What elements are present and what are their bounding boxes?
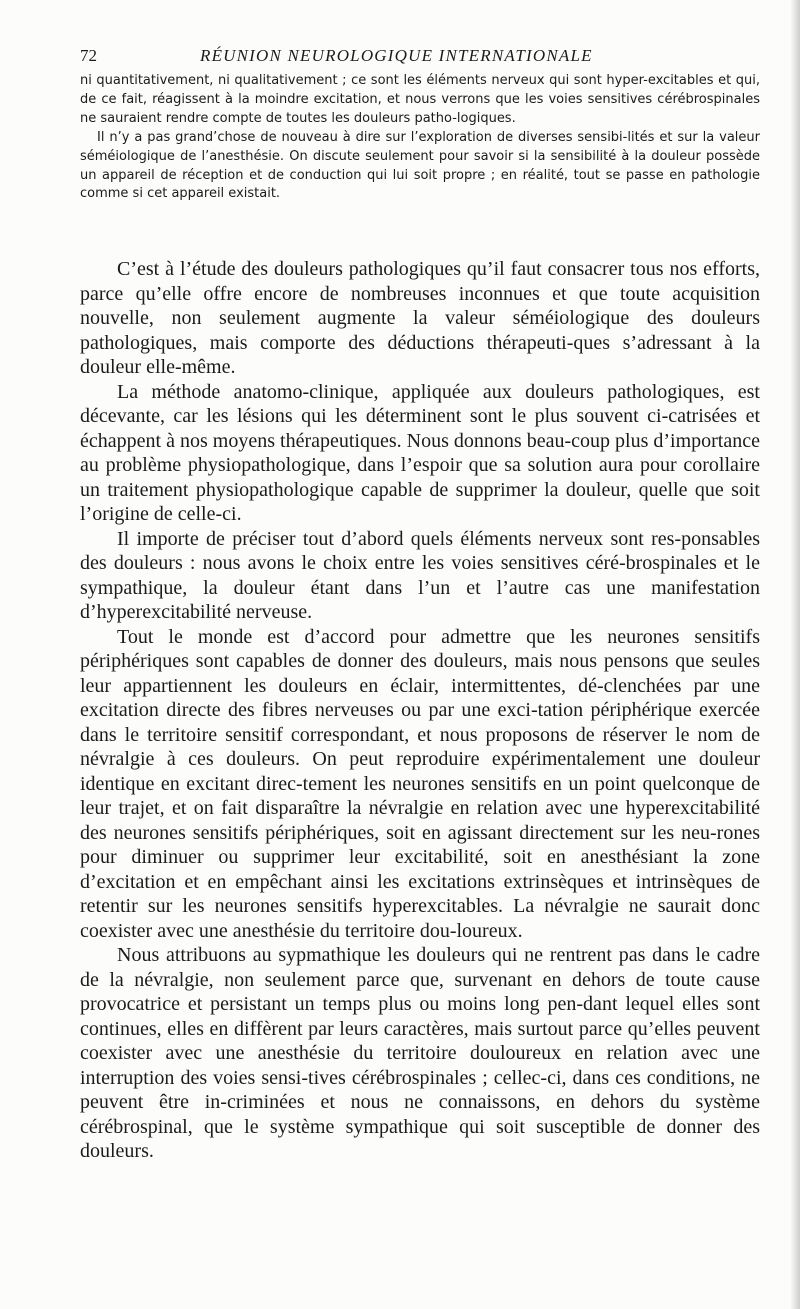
- small-print-section: [80, 72, 760, 204]
- small-paragraph: ni quantitativement, ni qualitativement ; ce sont les éléments nerveux qui sont hyper-excitables et qui, de ce fait, réagissent à la moindre excitation, et nous verrons que les voies sensitives cérébrospinales ne sauraient rendre compte de toutes les douleurs patho-logiques.: [80, 73, 760, 126]
- page-edge-shadow: [790, 0, 800, 1309]
- small-paragraph: Il n’y a pas grand’chose de nouveau à dire sur l’exploration de diverses sensibi-lités et sur la valeur séméiologique de l’anesthésie. On discute seulement pour savoir si la sensibilité à la douleur possède un appareil de réception et de conduction qui lui soit propre ; en réalité, tout se passe en pathologie comme si cet appareil existait.: [80, 129, 760, 202]
- body-paragraph: Tout le monde est d’accord pour admettre que les neurones sensitifs périphériques sont capables de donner des douleurs, mais nous pensons que seules leur appartiennent les douleurs en éclair, intermittentes, dé-clenchées par une excitation directe des fibres nerveuses ou par une exci-tation périphérique exercée dans le territoire sensitif correspondant, et nous proposons de réserver le nom de névralgie à ces douleurs. On peut reproduire expérimentalement une douleur identique en excitant direc-tement les neurones sensitifs en un point quelconque de leur trajet, et on fait disparaître la névralgie en relation avec une hyperexcitabilité des neurones sensitifs périphériques, soit en agissant directement sur les neu-rones pour diminuer ou supprimer leur excitabilité, soit en anesthésiant la zone d’excitation et en empêchant ainsi les excitations extrinsèques et intrinsèques de retentir sur les neurones sensitifs hyperexcitables. La névralgie ne saurait donc coexister avec une anesthésie du territoire dou-loureux.: [80, 625, 760, 942]
- body-paragraph: Il importe de préciser tout d’abord quels éléments nerveux sont res-ponsables des douleurs : nous avons le choix entre les voies sensitives céré-brospinales et le sympathique, la douleur étant dans l’un et l’autre cas une manifestation d’hyperexcitabilité nerveuse.: [80, 527, 760, 623]
- main-body-text: [80, 257, 760, 1164]
- body-paragraph: Nous attribuons au sypmathique les douleurs qui ne rentrent pas dans le cadre de la névralgie, non seulement parce que, survenant en dehors de toute cause provocatrice et persistant un temps plus ou moins long pen-dant lequel elles sont continues, elles en diffèrent par leurs caractères, mais surtout parce qu’elles peuvent coexister avec une anesthésie du territoire douloureux en relation avec une interruption des voies sensi-tives cérébrospinales ; cellec-ci, dans ces conditions, ne peuvent être in-criminées et nous ne connaissons, en dehors du système cérébrospinal, que le système sympathique qui soit susceptible de donner des douleurs.: [80, 944, 760, 1162]
- running-header: [80, 44, 760, 68]
- page-number: 72: [80, 46, 97, 65]
- body-paragraph: La méthode anatomo-clinique, appliquée aux douleurs pathologiques, est décevante, car les lésions qui les déterminent sont le plus souvent ci-catrisées et échappent à nos moyens thérapeutiques. Nous donnons beau-coup plus d’importance au problème physiopathologique, dans l’espoir que sa solution aura pour corollaire un traitement physiopathologique capable de supprimer la douleur, quelle que soit l’origine de celle-ci.: [80, 380, 760, 525]
- running-title: RÉUNION NEUROLOGIQUE INTERNATIONALE: [200, 46, 593, 65]
- body-paragraph: C’est à l’étude des douleurs pathologiques qu’il faut consacrer tous nos efforts, parce qu’elle offre encore de nombreuses inconnues et que toute acquisition nouvelle, non seulement augmente la valeur séméiologique des douleurs pathologiques, mais comporte des déductions thérapeuti-ques s’adressant à la douleur elle-même.: [80, 258, 760, 378]
